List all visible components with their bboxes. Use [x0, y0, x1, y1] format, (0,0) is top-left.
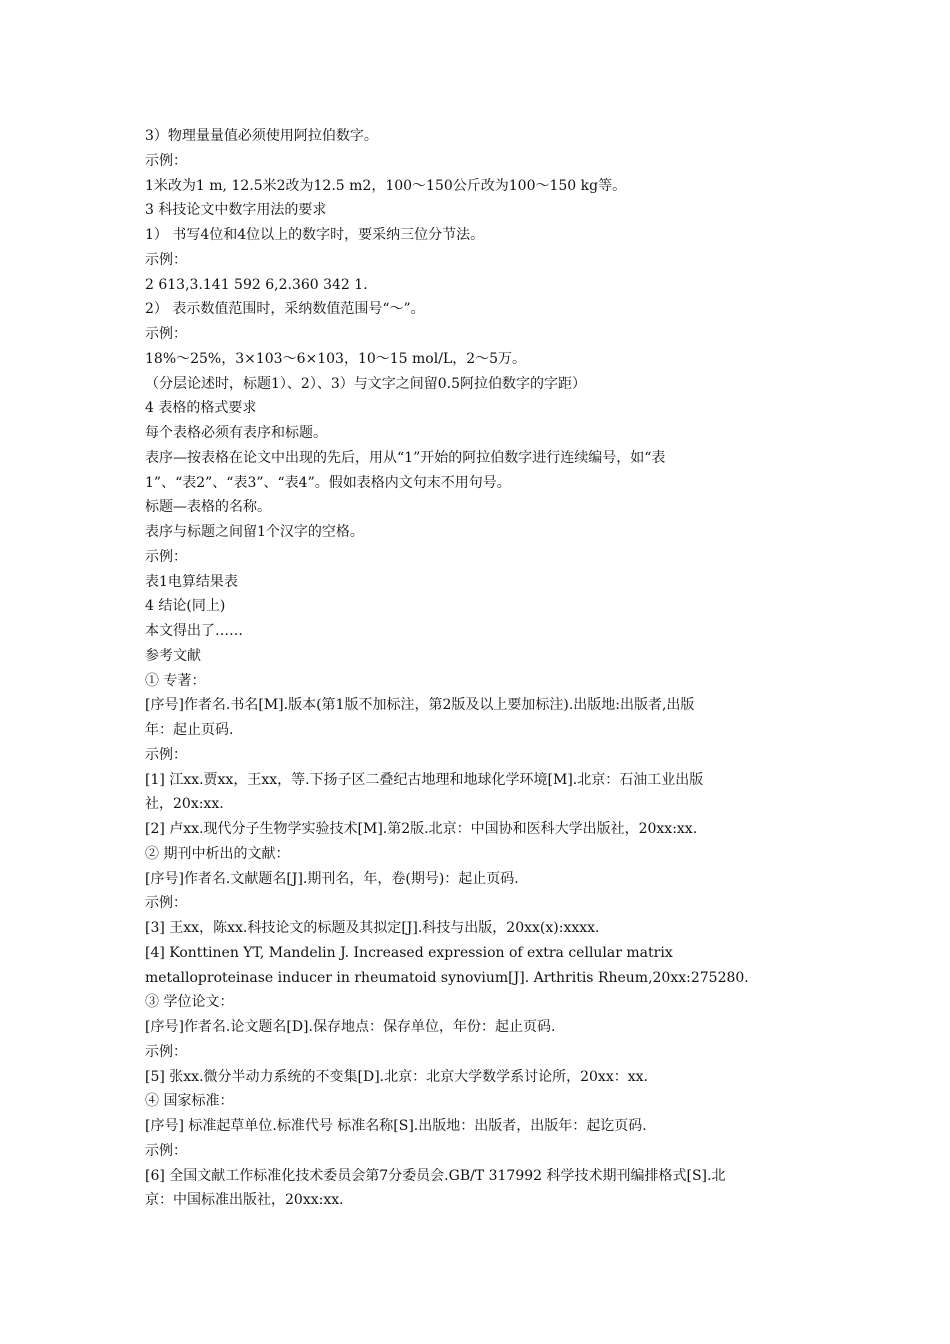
text-line: 表序与标题之间留1个汉字的空格。 — [145, 524, 364, 540]
reference-line: [4] Konttinen YT, Mandelin J. Increased expression of extra cellular matrix — [145, 944, 673, 961]
text-line: 表序—按表格在论文中出现的先后，用从“1”开始的阿拉伯数字进行连续编号，如“表 — [145, 449, 666, 466]
text-line: 本文得出了…… — [145, 623, 243, 639]
text-line: 示例： — [145, 251, 187, 268]
text-line: 1”、“表2”、“表3”、“表4”。假如表格内文句末不用句号。 — [145, 474, 511, 491]
text-line: 1） 书写4位和4位以上的数字时，要采纳三位分节法。 — [145, 227, 485, 243]
text-line: [序号] 标准起草单位.标准代号 标准名称[S].出版地：出版者，出版年：起讫页码. — [145, 1118, 647, 1134]
text-line: 年：起止页码. — [145, 722, 234, 738]
reference-line: [2] 卢xx.现代分子生物学实验技术[M].第2版.北京：中国协和医科大学出版社，20xx:xx. — [145, 821, 698, 837]
document-page — [145, 124, 815, 1213]
text-line: 示例： — [145, 152, 187, 169]
text-line: 示例： — [145, 326, 187, 342]
reference-line: [5] 张xx.微分半动力系统的不变集[D].北京：北京大学数学系讨论所，20xx：xx. — [145, 1068, 648, 1085]
text-line: 示例： — [145, 1043, 187, 1060]
reference-line: 社，20x:xx. — [145, 796, 224, 813]
text-line: 2） 表示数值范围时，采纳数值范围号“～”。 — [145, 301, 425, 318]
text-line: ③ 学位论文： — [145, 994, 234, 1011]
text-line: 标题—表格的名称。 — [145, 499, 271, 516]
reference-line: [1] 江xx.贾xx，王xx，等.下扬子区二叠纪古地理和地球化学环境[M].北京：石油工业出版 — [145, 771, 704, 788]
text-line: 1米改为1 m, 12.5米2改为12.5 m2，100～150公斤改为100～150 kg等。 — [145, 177, 627, 194]
section-heading: 4 结论(同上) — [145, 598, 226, 615]
reference-line: [3] 王xx，陈xx.科技论文的标题及其拟定[J].科技与出版，20xx(x):xxxx. — [145, 920, 600, 936]
text-line: （分层论述时，标题1）、2）、3）与文字之间留0.5阿拉伯数字的字距） — [145, 375, 586, 392]
section-heading: 参考文献 — [145, 647, 201, 664]
section-heading: 4 表格的格式要求 — [145, 400, 257, 417]
text-line: 示例： — [145, 746, 187, 763]
reference-line: metalloproteinase inducer in rheumatoid synovium[J]. Arthritis Rheum,20xx:275280. — [145, 969, 749, 986]
text-line: 3）物理量量值必须使用阿拉伯数字。 — [145, 128, 378, 144]
text-line: ② 期刊中析出的文献： — [145, 845, 290, 862]
text-line: 示例： — [145, 548, 187, 565]
reference-line: [6] 全国文献工作标准化技术委员会第7分委员会.GB/T 317992 科学技术期刊编排格式[S].北 — [145, 1167, 726, 1184]
section-heading: 3 科技论文中数字用法的要求 — [145, 202, 327, 219]
text-line: 18%～25%，3×103～6×103，10～15 mol/L，2～5万。 — [145, 350, 527, 367]
text-line: 每个表格必须有表序和标题。 — [145, 425, 327, 441]
text-line: ④ 国家标准： — [145, 1093, 234, 1110]
text-line: ① 专著： — [145, 672, 206, 689]
text-line: [序号]作者名.论文题名[D].保存地点：保存单位，年份：起止页码. — [145, 1019, 556, 1035]
text-line: 表1电算结果表 — [145, 573, 238, 590]
text-line: 示例： — [145, 1142, 187, 1159]
text-line: [序号]作者名.书名[M].版本(第1版不加标注，第2版及以上要加标注).出版地:出版者,出版 — [145, 697, 695, 714]
text-line: [序号]作者名.文献题名[J].期刊名，年，卷(期号)：起止页码. — [145, 870, 519, 887]
reference-line: 京：中国标准出版社，20xx:xx. — [145, 1192, 344, 1209]
text-line: 示例： — [145, 895, 187, 912]
text-line: 2 613,3.141 592 6,2.360 342 1. — [145, 276, 368, 293]
